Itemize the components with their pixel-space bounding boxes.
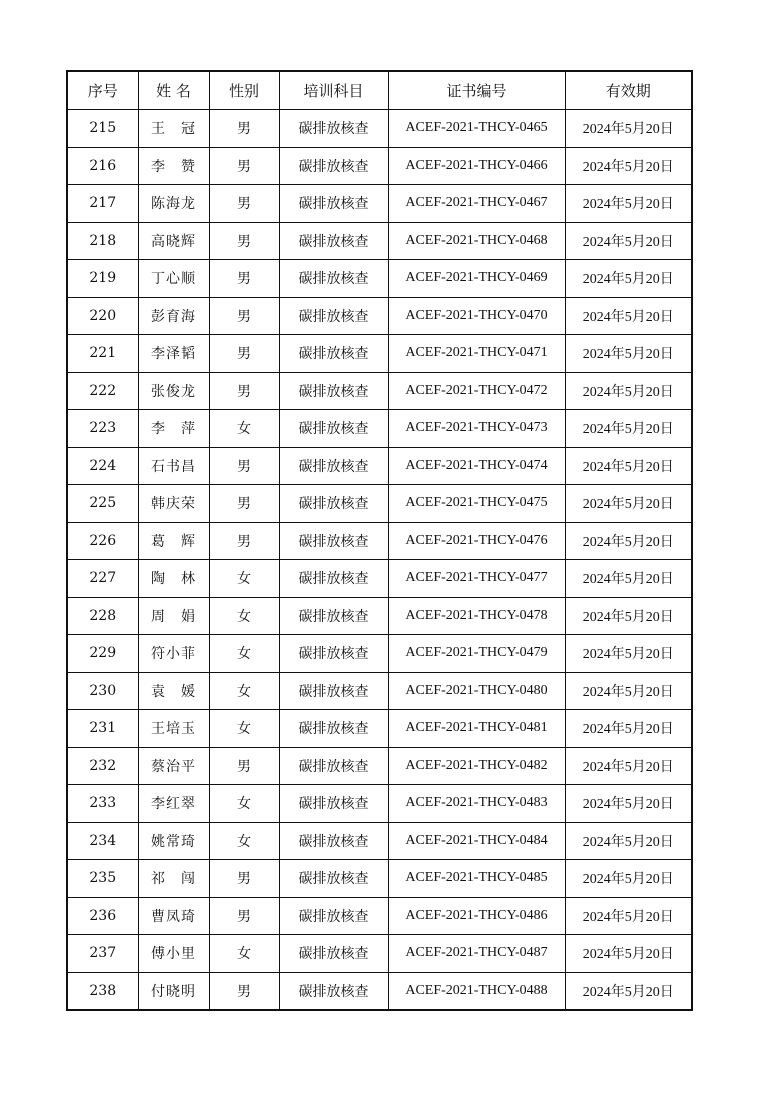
table-header-row (67, 71, 692, 110)
name-cell: 祁 闯 (138, 860, 209, 898)
serial-number-cell: 223 (67, 410, 138, 448)
table-body (67, 110, 692, 1011)
serial-number-cell: 237 (67, 935, 138, 973)
table-row (67, 747, 692, 785)
validity-date-cell: 2024年5月20日 (565, 822, 692, 860)
gender-cell: 男 (209, 972, 279, 1010)
validity-date-cell: 2024年5月20日 (565, 710, 692, 748)
gender-cell: 男 (209, 372, 279, 410)
table-row (67, 822, 692, 860)
certificate-number-cell: ACEF-2021-THCY-0465 (388, 110, 565, 148)
validity-date-cell: 2024年5月20日 (565, 672, 692, 710)
name-cell: 韩庆荣 (138, 485, 209, 523)
name-cell: 傅小里 (138, 935, 209, 973)
validity-date-cell: 2024年5月20日 (565, 785, 692, 823)
training-subject-cell: 碳排放核查 (279, 635, 388, 673)
certificate-number-cell: ACEF-2021-THCY-0485 (388, 860, 565, 898)
table-row (67, 110, 692, 148)
serial-number-cell: 219 (67, 260, 138, 298)
training-subject-cell: 碳排放核查 (279, 785, 388, 823)
serial-number-cell: 215 (67, 110, 138, 148)
certificate-number-cell: ACEF-2021-THCY-0474 (388, 447, 565, 485)
gender-cell: 男 (209, 222, 279, 260)
gender-cell: 男 (209, 147, 279, 185)
gender-cell: 女 (209, 672, 279, 710)
validity-date-cell: 2024年5月20日 (565, 635, 692, 673)
training-subject-cell: 碳排放核查 (279, 110, 388, 148)
table-row (67, 447, 692, 485)
name-cell: 陶 林 (138, 560, 209, 598)
name-cell: 王 冠 (138, 110, 209, 148)
gender-cell: 女 (209, 597, 279, 635)
serial-number-cell: 238 (67, 972, 138, 1010)
table-row (67, 297, 692, 335)
training-subject-cell: 碳排放核查 (279, 972, 388, 1010)
gender-cell: 男 (209, 485, 279, 523)
training-subject-cell: 碳排放核查 (279, 822, 388, 860)
name-cell: 李 赞 (138, 147, 209, 185)
training-subject-cell: 碳排放核查 (279, 860, 388, 898)
gender-cell: 男 (209, 260, 279, 298)
validity-date-cell: 2024年5月20日 (565, 260, 692, 298)
validity-date-cell: 2024年5月20日 (565, 747, 692, 785)
training-subject-cell: 碳排放核查 (279, 897, 388, 935)
serial-number-cell: 228 (67, 597, 138, 635)
gender-cell: 女 (209, 785, 279, 823)
certificate-number-cell: ACEF-2021-THCY-0484 (388, 822, 565, 860)
serial-number-cell: 229 (67, 635, 138, 673)
validity-date-cell: 2024年5月20日 (565, 897, 692, 935)
header-training-subject: 培训科目 (279, 71, 388, 110)
name-cell: 李泽韬 (138, 335, 209, 373)
training-subject-cell: 碳排放核查 (279, 147, 388, 185)
training-subject-cell: 碳排放核查 (279, 747, 388, 785)
certificate-number-cell: ACEF-2021-THCY-0479 (388, 635, 565, 673)
certificate-number-cell: ACEF-2021-THCY-0481 (388, 710, 565, 748)
name-cell: 陈海龙 (138, 185, 209, 223)
name-cell: 蔡治平 (138, 747, 209, 785)
name-cell: 李红翠 (138, 785, 209, 823)
header-name: 姓 名 (138, 71, 209, 110)
serial-number-cell: 224 (67, 447, 138, 485)
name-cell: 曹凤琦 (138, 897, 209, 935)
name-cell: 付晓明 (138, 972, 209, 1010)
training-subject-cell: 碳排放核查 (279, 485, 388, 523)
training-subject-cell: 碳排放核查 (279, 672, 388, 710)
table-row (67, 672, 692, 710)
certificate-number-cell: ACEF-2021-THCY-0469 (388, 260, 565, 298)
table-row (67, 485, 692, 523)
certificate-number-cell: ACEF-2021-THCY-0478 (388, 597, 565, 635)
training-subject-cell: 碳排放核查 (279, 522, 388, 560)
validity-date-cell: 2024年5月20日 (565, 372, 692, 410)
certificate-number-cell: ACEF-2021-THCY-0486 (388, 897, 565, 935)
table-row (67, 935, 692, 973)
serial-number-cell: 226 (67, 522, 138, 560)
training-subject-cell: 碳排放核查 (279, 597, 388, 635)
table-row (67, 597, 692, 635)
name-cell: 李 萍 (138, 410, 209, 448)
gender-cell: 男 (209, 335, 279, 373)
training-subject-cell: 碳排放核查 (279, 260, 388, 298)
table-row (67, 785, 692, 823)
table-row (67, 335, 692, 373)
training-subject-cell: 碳排放核查 (279, 447, 388, 485)
certificate-number-cell: ACEF-2021-THCY-0480 (388, 672, 565, 710)
validity-date-cell: 2024年5月20日 (565, 222, 692, 260)
training-subject-cell: 碳排放核查 (279, 560, 388, 598)
name-cell: 高晓辉 (138, 222, 209, 260)
certificate-number-cell: ACEF-2021-THCY-0472 (388, 372, 565, 410)
gender-cell: 男 (209, 897, 279, 935)
validity-date-cell: 2024年5月20日 (565, 597, 692, 635)
name-cell: 王培玉 (138, 710, 209, 748)
serial-number-cell: 221 (67, 335, 138, 373)
gender-cell: 男 (209, 747, 279, 785)
gender-cell: 男 (209, 860, 279, 898)
serial-number-cell: 232 (67, 747, 138, 785)
gender-cell: 女 (209, 710, 279, 748)
serial-number-cell: 231 (67, 710, 138, 748)
table-row (67, 410, 692, 448)
gender-cell: 男 (209, 447, 279, 485)
certificate-number-cell: ACEF-2021-THCY-0467 (388, 185, 565, 223)
name-cell: 袁 媛 (138, 672, 209, 710)
gender-cell: 女 (209, 635, 279, 673)
certificate-roster-table (66, 70, 693, 1011)
validity-date-cell: 2024年5月20日 (565, 935, 692, 973)
validity-date-cell: 2024年5月20日 (565, 297, 692, 335)
serial-number-cell: 222 (67, 372, 138, 410)
validity-date-cell: 2024年5月20日 (565, 447, 692, 485)
table-row (67, 522, 692, 560)
serial-number-cell: 234 (67, 822, 138, 860)
certificate-number-cell: ACEF-2021-THCY-0471 (388, 335, 565, 373)
training-subject-cell: 碳排放核查 (279, 297, 388, 335)
table-row (67, 972, 692, 1010)
validity-date-cell: 2024年5月20日 (565, 110, 692, 148)
validity-date-cell: 2024年5月20日 (565, 560, 692, 598)
gender-cell: 女 (209, 560, 279, 598)
table-row (67, 147, 692, 185)
name-cell: 彭育海 (138, 297, 209, 335)
header-validity-date: 有效期 (565, 71, 692, 110)
serial-number-cell: 233 (67, 785, 138, 823)
name-cell: 丁心顺 (138, 260, 209, 298)
serial-number-cell: 216 (67, 147, 138, 185)
gender-cell: 男 (209, 522, 279, 560)
table-row (67, 710, 692, 748)
validity-date-cell: 2024年5月20日 (565, 860, 692, 898)
table-row (67, 260, 692, 298)
validity-date-cell: 2024年5月20日 (565, 147, 692, 185)
name-cell: 姚常琦 (138, 822, 209, 860)
name-cell: 葛 辉 (138, 522, 209, 560)
certificate-number-cell: ACEF-2021-THCY-0482 (388, 747, 565, 785)
name-cell: 张俊龙 (138, 372, 209, 410)
serial-number-cell: 236 (67, 897, 138, 935)
training-subject-cell: 碳排放核查 (279, 935, 388, 973)
header-serial-number: 序号 (67, 71, 138, 110)
training-subject-cell: 碳排放核查 (279, 710, 388, 748)
table-row (67, 635, 692, 673)
training-subject-cell: 碳排放核查 (279, 335, 388, 373)
table-row (67, 897, 692, 935)
certificate-number-cell: ACEF-2021-THCY-0483 (388, 785, 565, 823)
training-subject-cell: 碳排放核查 (279, 185, 388, 223)
name-cell: 周 娟 (138, 597, 209, 635)
serial-number-cell: 220 (67, 297, 138, 335)
serial-number-cell: 227 (67, 560, 138, 598)
validity-date-cell: 2024年5月20日 (565, 335, 692, 373)
validity-date-cell: 2024年5月20日 (565, 485, 692, 523)
serial-number-cell: 218 (67, 222, 138, 260)
certificate-number-cell: ACEF-2021-THCY-0470 (388, 297, 565, 335)
name-cell: 石书昌 (138, 447, 209, 485)
serial-number-cell: 230 (67, 672, 138, 710)
certificate-number-cell: ACEF-2021-THCY-0487 (388, 935, 565, 973)
table-row (67, 372, 692, 410)
table-row (67, 222, 692, 260)
certificate-number-cell: ACEF-2021-THCY-0466 (388, 147, 565, 185)
serial-number-cell: 217 (67, 185, 138, 223)
gender-cell: 女 (209, 822, 279, 860)
certificate-number-cell: ACEF-2021-THCY-0477 (388, 560, 565, 598)
header-certificate-number: 证书编号 (388, 71, 565, 110)
serial-number-cell: 225 (67, 485, 138, 523)
table-row (67, 185, 692, 223)
table-row (67, 560, 692, 598)
training-subject-cell: 碳排放核查 (279, 372, 388, 410)
gender-cell: 男 (209, 297, 279, 335)
validity-date-cell: 2024年5月20日 (565, 522, 692, 560)
gender-cell: 男 (209, 110, 279, 148)
validity-date-cell: 2024年5月20日 (565, 410, 692, 448)
gender-cell: 女 (209, 935, 279, 973)
training-subject-cell: 碳排放核查 (279, 410, 388, 448)
validity-date-cell: 2024年5月20日 (565, 185, 692, 223)
training-subject-cell: 碳排放核查 (279, 222, 388, 260)
certificate-number-cell: ACEF-2021-THCY-0473 (388, 410, 565, 448)
name-cell: 符小菲 (138, 635, 209, 673)
gender-cell: 男 (209, 185, 279, 223)
gender-cell: 女 (209, 410, 279, 448)
certificate-number-cell: ACEF-2021-THCY-0468 (388, 222, 565, 260)
serial-number-cell: 235 (67, 860, 138, 898)
header-gender: 性别 (209, 71, 279, 110)
certificate-number-cell: ACEF-2021-THCY-0488 (388, 972, 565, 1010)
certificate-number-cell: ACEF-2021-THCY-0476 (388, 522, 565, 560)
table-row (67, 860, 692, 898)
validity-date-cell: 2024年5月20日 (565, 972, 692, 1010)
certificate-number-cell: ACEF-2021-THCY-0475 (388, 485, 565, 523)
